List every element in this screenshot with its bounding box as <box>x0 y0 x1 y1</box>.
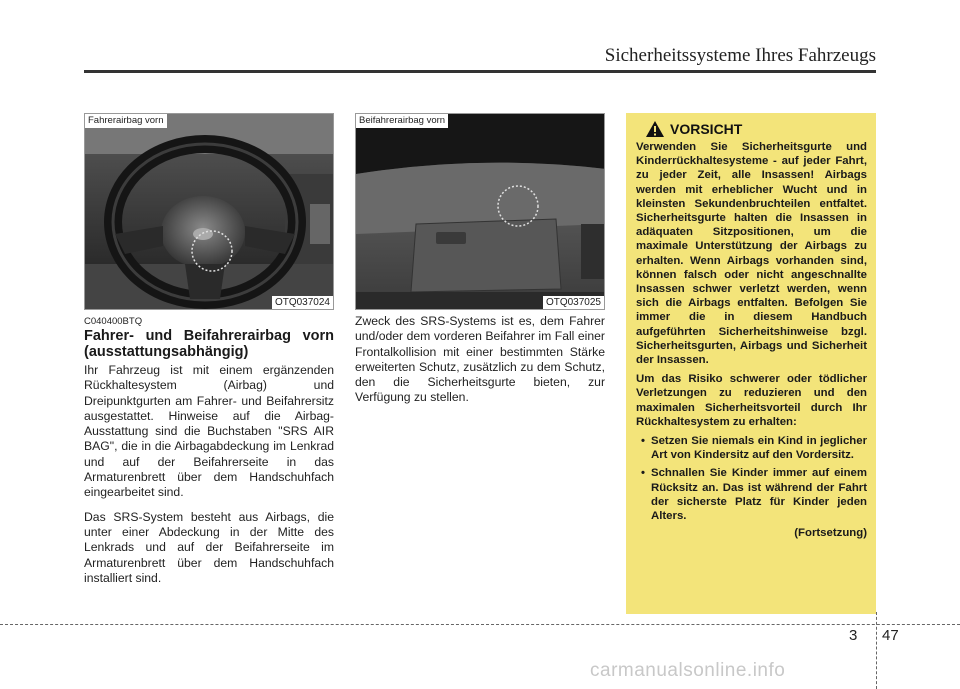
dashboard-illustration <box>356 114 605 310</box>
figure-label: Beifahrerairbag vorn <box>356 114 448 128</box>
section-code: C040400BTQ <box>84 316 143 327</box>
driver-airbag-photo <box>84 113 334 310</box>
middle-column-text <box>355 314 605 415</box>
warning-title-row <box>646 121 867 137</box>
left-column-text <box>84 363 334 595</box>
body-paragraph: Das SRS-System besteht aus Airbags, die unter einer Abdeckung in der Mitte des Lenkrads und auf der Beifahrerseite im Armaturenbrett über dem Handschuhfach installiert sind. <box>84 509 334 585</box>
figure-label: Fahrerairbag vorn <box>85 114 167 128</box>
passenger-airbag-photo <box>355 113 605 310</box>
warning-list <box>636 434 867 523</box>
footer-divider <box>876 612 877 689</box>
warning-title: VORSICHT <box>670 121 743 137</box>
page-number: 47 <box>882 627 899 644</box>
warning-triangle-icon <box>646 121 664 137</box>
chapter-number: 3 <box>849 627 858 644</box>
body-paragraph: Ihr Fahrzeug ist mit einem ergänzenden Rückhaltesystem (Airbag) und Dreipunktgurten am Fahrer- und Beifahrersitz ausgestattet. Hinweise auf die Airbag-Ausstattung sind die Buchstaben "SRS AIR BAG", die in die Airbagabdeckung im Lenkrad und auf der Beifahrerseite in das Armaturenbrett über dem Handschuhfach eingearbeitet sind. <box>84 363 334 500</box>
warning-paragraph: Verwenden Sie Sicherheitsgurte und Kinderrückhaltesysteme - auf jeder Fahrt, zu jeder Zeit, alle Insassen! Airbags werden mit erheblicher Wucht und in kleinsten Sekundenbruchteilen entfaltet. Sicherheitsgurte halten die Insassen in adäquaten Sitzpositionen, um die maximale Unterstützung der Airbags zu erhalten. Wenn Airbags vorhanden sind, können falsch oder nicht angeschnallte Insassen schwer verletzt werden, wenn sich die Airbags entfalten. Befolgen Sie immer die in diesem Handbuch aufgeführten Sicherheitshinweise bzgl. Sicherheitsgurten, Airbags und Sicherheit der Insassen. <box>636 141 867 367</box>
continued-note: (Fortsetzung) <box>794 527 867 540</box>
warning-paragraph: Um das Risiko schwerer oder tödlicher Verletzungen zu reduzieren und den maximalen Sicherheitsvorteil durch Ihr Rückhaltesystem zu erhalten: <box>636 373 867 428</box>
watermark: carmanualsonline.info <box>590 660 786 681</box>
list-item: • Setzen Sie niemals ein Kind in jeglicher Art von Kindersitz auf den Vordersitz. <box>641 435 867 462</box>
page-header-title: Sicherheitssysteme Ihres Fahrzeugs <box>604 45 876 66</box>
body-paragraph: Zweck des SRS-Systems ist es, dem Fahrer und/oder dem vorderen Beifahrer im Fall einer Frontalkollision mit einer bestimmten Stärke erweiterten Schutz, zusätzlich zu dem Schutz, den die Sicherheitsgurte bieten, zur Verfügung zu stellen. <box>355 314 605 405</box>
steering-wheel-illustration <box>85 114 334 310</box>
section-heading: Fahrer- und Beifahrerairbag vorn (ausstattungsabhängig) <box>84 328 334 360</box>
header-rule <box>84 70 876 73</box>
figure-code: OTQ037024 <box>272 296 333 309</box>
warning-box <box>626 113 876 614</box>
figure-code: OTQ037025 <box>543 296 604 309</box>
footer-rule <box>0 624 960 625</box>
list-item: • Schnallen Sie Kinder immer auf einem Rücksitz an. Das ist während der Fahrt der sicherste Platz für Kinder jeden Alters. <box>641 467 867 523</box>
